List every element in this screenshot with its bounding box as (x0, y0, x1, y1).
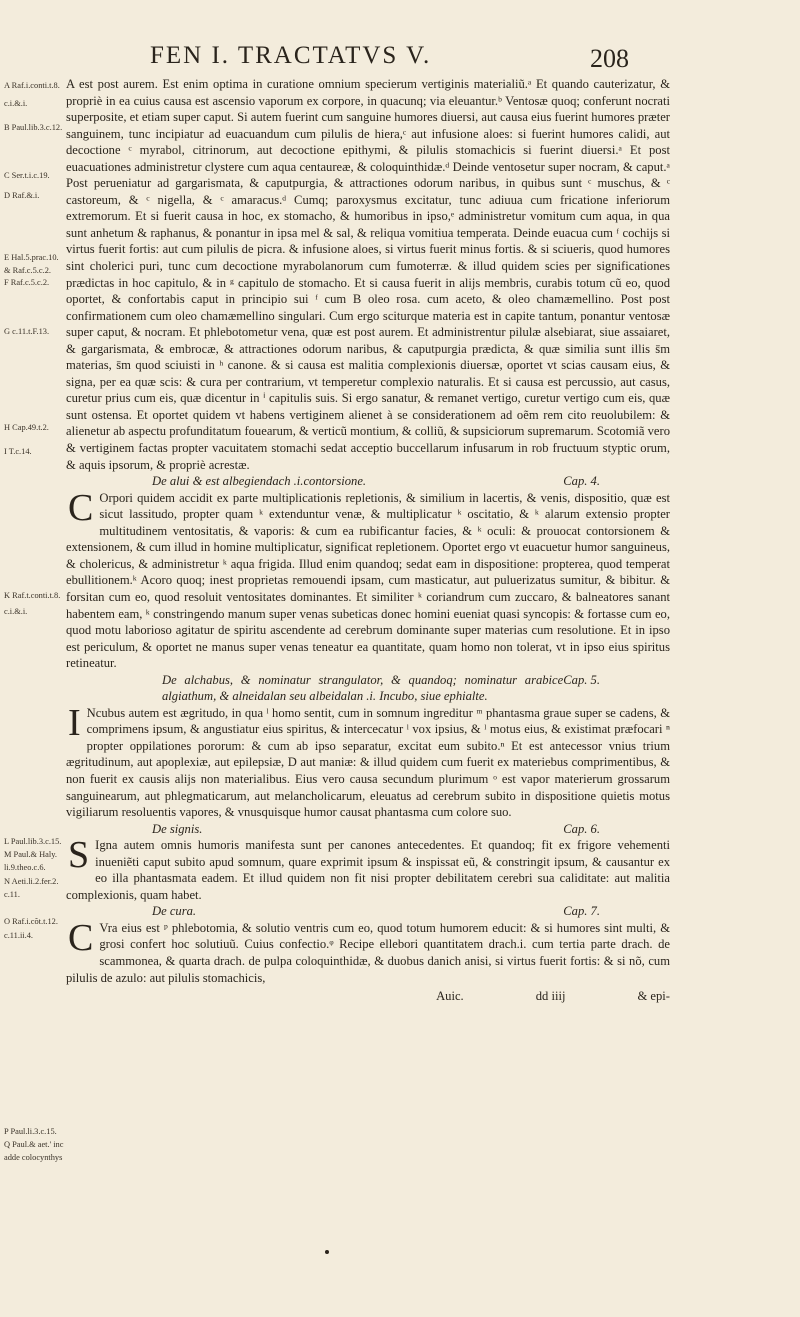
chapter-text: Igna autem omnis humoris manifesta sunt per canones antecedentes. Et quandoq; fit ex frigore vehementi inueniẽti caput subito apud somnum, quare exprimit ipsum & inspissat eũ, & constringit ipsum, & causantur ex eo illa phantasmata eadem. Et illud quidem non fit nisi propter debilitatem cerebri sua caliditate: aut malitia complexionis, quam habet. (66, 838, 670, 902)
marginal-note: Q Paul.& aet.' inc (4, 1140, 64, 1149)
running-title: FEN I. TRACTATVS V. (150, 42, 432, 69)
signature-mark: dd iiij (535, 989, 566, 1004)
chapter-number: Cap. 6. (563, 821, 600, 836)
marginal-note: D Raf.&.i. (4, 191, 40, 200)
marginal-note: K Raf.t.conti.t.8. (4, 591, 61, 600)
marginal-note: G c.11.t.F.13. (4, 327, 50, 336)
chapter-number: Cap. 4. (563, 474, 600, 489)
chapter-rubric: De cura. (152, 904, 197, 919)
marginal-note: c.11. (4, 890, 20, 899)
drop-initial: I (68, 701, 81, 744)
marginal-note: li.9.theo.c.6. (4, 863, 46, 872)
chapter-heading (66, 672, 670, 705)
marginal-note: A Raf.i.conti.t.8. (4, 81, 60, 90)
chapter-paragraph (66, 916, 670, 986)
drop-initial: C (68, 486, 94, 529)
author-catchword: Auic. (436, 989, 464, 1004)
catchword: & epi- (637, 989, 670, 1004)
chapter-paragraph (66, 701, 670, 821)
chapter-text: Vra eius est ᵖ phlebotomia, & solutio ventris cum eo, quod totum humorem educit: & si humores sint multi, & grosi confert hoc solutiuũ. Cuius confectio.ᵠ Recipe ellebori quantitatem drach.i. cum tertia parte drach. de scammonea, & quarta drach. de pulpa coloquinthidæ, & duobus danich anisi, si virtus fuerit fortis: & si nõ, cum pilulis de azulo: aut pilulis stomachicis, (66, 920, 670, 985)
marginal-note: I T.c.14. (4, 447, 32, 456)
marginal-note: L Paul.lib.3.c.15. (4, 837, 62, 846)
chapter-rubric: De signis. (152, 821, 203, 836)
chapter-heading (66, 903, 670, 920)
marginal-note: M Paul.& Haly. (4, 850, 57, 859)
drop-initial: C (68, 916, 94, 959)
main-text-column (66, 76, 670, 1005)
marginal-note: B Paul.lib.3.c.12. (4, 123, 63, 132)
marginal-note: F Raf.c.5.c.2. (4, 278, 50, 287)
marginal-note: C Ser.t.i.c.19. (4, 171, 50, 180)
drop-initial: S (68, 834, 90, 877)
marginal-note: P Paul.li.3.c.15. (4, 1127, 57, 1136)
chapter-rubric: De alui & est albegiendach .i.contorsione. (152, 474, 367, 489)
marginal-note: O Raf.i.cõt.t.12. (4, 917, 58, 926)
page-footer (66, 988, 670, 1005)
folio-number: 208 (590, 44, 629, 73)
chapter-heading (66, 821, 670, 838)
marginal-note: & Raf.c.5.c.2. (4, 266, 51, 275)
marginal-note: c.i.&.i. (4, 607, 28, 616)
chapter-number: Cap. 5. (563, 672, 600, 687)
marginal-note: H Cap.49.t.2. (4, 423, 49, 432)
intro-paragraph: A est post aurem. Est enim optima in curatione omnium specierum vertiginis materialiũ.ᵃ Et quando cauterizatur, & propriè in ea cuius causa est ascensio vaporum ex corpore, in quacunq; via eleuantur.ᵇ Ventosæ quoq; conferunt nocrati superposite, et etiam super caput. Si autem fuerint cum sanguine humores diuersi, aut causa eius fuerint humores præter sanguinem, tunc incipiatur ad euacuandum cum pilulis de hiera,ᶜ aut infusione aloes: si fuerint humores calidi, aut decoctione ᶜ myrabol, citrinorum, aut decoctione epithymi, & pilulis stomachicis si fuerint diuersi.ᵃ Et post euacuationes administretur clystere cum aqua centaureæ, & coloquinthidæ.ᵈ Deinde ventosetur super nocram, & caput.ᵃ Post perueniatur ad gargarismata, & caputpurgia, & attractiones odorum naribus, in quibus sunt ᶜ muschus, & ᶜ castoreum, & ᶜ nigella, & ᶜ amaracus.ᵈ Cumq; paroxysmus excitatur, tunc adiuua cum fricatione inferiorum extremorum. Et si fuerit causa in hoc, ex stomacho, & humoribus in ipso,ᵉ administretur vomitum cum aqua, in qua sunt anhetum & raphanus, & ponantur in ipsa mel & sal, & reliqua vomitiua temperata. Deinde euacua cum ᶠ cochijs si virtus fuerit fortis: aut cum pilulis de picra. & infusione aloes, si virtus fuerit minus fortis. & si sciueris, quod humores sint cholerici puri, tunc cum decoctione myrabolanorum cum fumoterræ. & illud quidem scies per significationes prædictas in hoc capitulo, & in ᵍ capitulo de stomacho. Et si causa fuerit in alijs membris, curabis totum cũ eo, quod oportet, & confortabis caput in principio sui ᶠ cum B oleo rosa. cum aceto, & oleo chamæmellino. Post post confirmationem cum oleo chamæmellino singulari. Cum ergo sciturque materia est in capite tantum, ponantur ventosæ super caput, & nocram. Et phlebotometur vena, quæ est post aurem. Et administrentur pilulæ alsebiarat, siue assaiaret, & gargarismata, & embrocæ, & attractiones odorum naribus, & caputpurgia prædicta, & quæ similia sunt illis s̄m materias, s̄m quod sciuisti in ʰ canone. & si causa est malitia complexionis diuersæ, oportet vt scias causam eius, & signa, per ea quæ scis: & cura per contrarium, vt temperetur complexio naturalis. Et si causa est percussio, aut casus, curetur prius cum eis, quæ dicentur in ⁱ capitulis suis. Si ergo sanatur, & remanet vertigo, curetur vertigo cum eis, quæ sunt ostensa. Et oportet quidem vt habens vertiginem alienet à se considerationem ad oẽm rem cito reuolubilem: & alienetur ab aspectu profunditatum fouearum, & verticũ montium, & colliũ, & supsiciorum supremarum. Scotomiã vero & vertiginem factas propter vacuitatem stomachi sedat acceptio buccellarum infusarum in rob fructuum styptic orum, & aquis ipsorum, & propriè acrestæ. (66, 77, 670, 472)
chapter-text: Orpori quidem accidit ex parte multiplicationis repletionis, & similium in lacertis, & venis, dispositio, quæ est sicut lassitudo, propter quam ᵏ extenduntur venæ, & multiplicatur ᵏ oscitatio, & ᵏ alarum extensio propter multitudinem ventositatis, & vaporis: & cum ea rubificantur facies, & ᵏ oculi: & prouocat contorsionem & extensionem, & cum illud in homine multiplicatur, significat repletionem. Oportet ergo vt euacuetur humor sanguineus, & cholericus, & administretur ᵏ aqua frigida. Illud enim quandoq; sedat eam in dispositione: propterea, quod temperat ebullitionem.ᵏ Acoro quoq; inest proprietas remouendi ipsam, cum masticatur, aut puluerizatus sumitur, & bibitur. & forsitan cum eo, quod resoluit ventositates dominantes. Et similiter ᵏ coriandrum cum zuccaro, & balneatores sanant habentem eam, ᵏ constringendo manum super venas subeticas donec homini eueniat quasi syncopis: & fortasse cum eo, quod motu laborioso agitatur de spiritu ascendente ad cerebrum dominante super materias cum resolutione. Et in ipso est periculum, & oportet ne manus super venas teneatur ea quantitate, quam homo non tolerat, vt in ipso eius spiritus retineatur. (66, 490, 670, 671)
marginal-note: N Aeti.li.2.fer.2. (4, 877, 59, 886)
marginal-note: c.11.ii.4. (4, 931, 33, 940)
chapter-paragraph (66, 834, 670, 903)
chapter-number: Cap. 7. (563, 904, 600, 919)
ink-dot (325, 1250, 329, 1254)
marginal-note: adde colocynthys (4, 1153, 63, 1162)
chapter-rubric: De alchabus, & nominatur strangulator, & quandoq; nominatur arabice algiathum, & alneidalan seu albeidalan .i. Incubo, siue ephialte. (162, 672, 564, 704)
chapter-paragraph (66, 486, 670, 672)
page-header (0, 40, 800, 80)
marginal-note: E Hal.5.prac.10. (4, 253, 59, 262)
chapter-heading (66, 473, 670, 490)
chapter-text: Ncubus autem est ægritudo, in qua ˡ homo sentit, cum in somnum ingreditur ᵐ phantasma graue super se cadens, & comprimens ipsum, & angustiatur eius spiritus, & intercecatur ˡ vox ipsius, & ˡ motus eius, & existimat præfocari ⁿ propter oppilationes pororum: & cum ab ipso separatur, excitat eum subito.ⁿ Et est antecessor vnius trium ægritudinum, aut apoplexiæ, aut epilepsiæ, D aut maniæ: & illud quidem cum fuerit ex materiebus comprimentibus, & non fuerit ex causis alijs non materialibus. Eius vero causa secundum plurimum ᵒ est vapor materierum grossarum sanguinearum, aut phlegmaticarum, aut melancholicarum, eleuatus ad cerebrum subito in dispositione quietis motus vigiliarum resoluentis vapores, & vnusquisque humor causat phantasma cum colore suo. (66, 705, 670, 820)
marginal-note: c.i.&.i. (4, 99, 28, 108)
